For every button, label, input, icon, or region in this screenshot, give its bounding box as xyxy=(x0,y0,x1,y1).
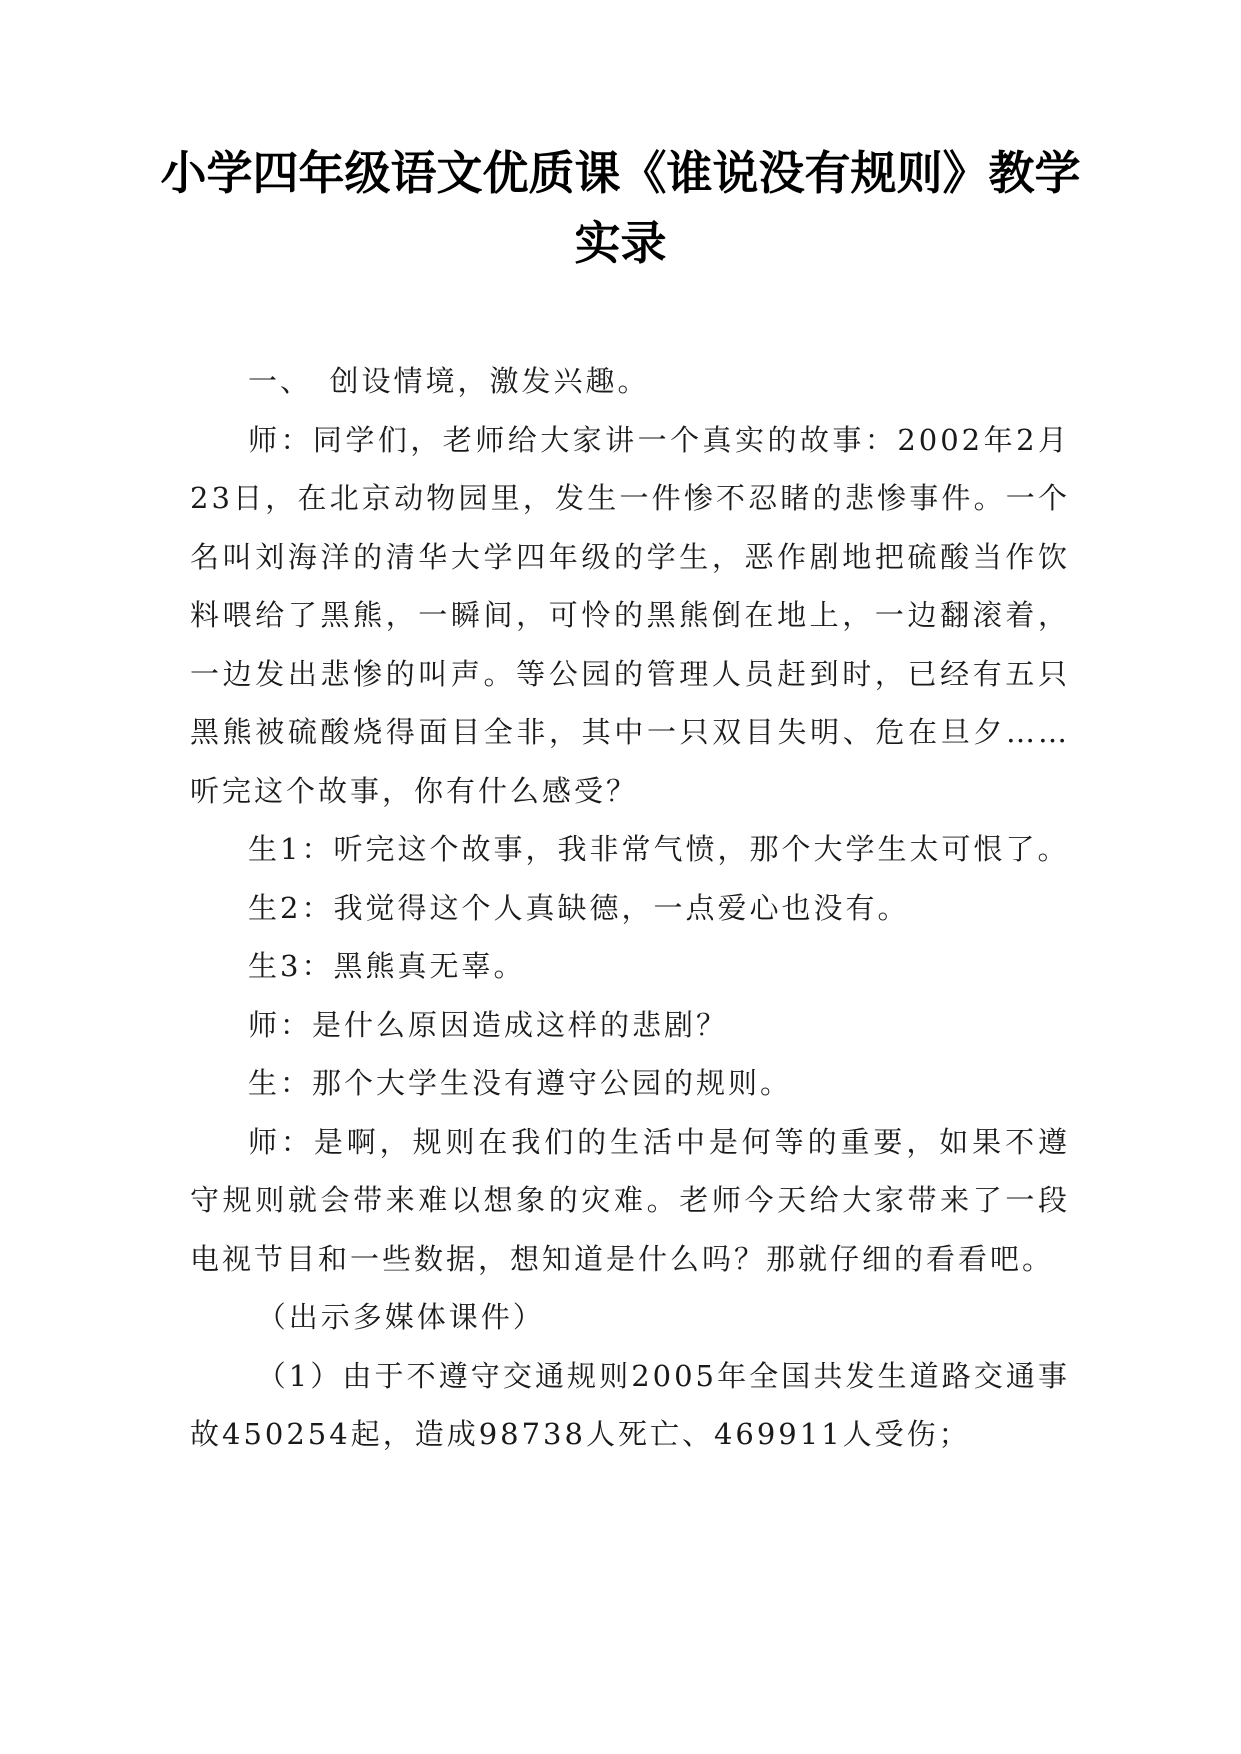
paragraph: 师：是啊，规则在我们的生活中是何等的重要，如果不遵守规则就会带来难以想象的灾难。老师今天给大家带来了一段电视节目和一些数据，想知道是什么吗？那就仔细的看看吧。 xyxy=(190,1124,1070,1276)
paragraph: （1）由于不遵守交通规则2005年全国共发生道路交通事故450254起，造成98738人死亡、469911人受伤； xyxy=(190,1358,1070,1451)
paragraph: 生3：黑熊真无辜。 xyxy=(248,949,526,983)
paragraph: 生2：我觉得这个人真缺德，一点爱心也没有。 xyxy=(248,890,910,925)
paragraph: 生1：听完这个故事，我非常气愤，那个大学生太可恨了。 xyxy=(248,832,1070,866)
paragraph: 生：那个大学生没有遵守公园的规则。 xyxy=(248,1066,793,1100)
document-title: 小学四年级语文优质课《谁说没有规则》教学实录 xyxy=(160,146,1081,270)
paragraph: 师：是什么原因造成这样的悲剧？ xyxy=(248,1007,729,1042)
paragraph: （出示多媒体课件） xyxy=(256,1300,545,1334)
paragraph: 师：同学们，老师给大家讲一个真实的故事：2002年2月23日，在北京动物园里，发生一件惨不忍睹的悲惨事件。一个名叫刘海洋的清华大学四年级的学生，恶作剧地把硫酸当作饮料喂给了黑熊，一瞬间，可怜的黑熊倒在地上，一边翻滚着，一边发出悲惨的叫声。等公园的管理人员赶到时，已经有五只黑熊被硫酸烧得面目全非，其中一只双目失明、危在旦夕……听完这个故事，你有什么感受？ xyxy=(190,422,1070,808)
document-body xyxy=(190,352,1070,1464)
section-heading: 一、 创设情境，激发兴趣。 xyxy=(248,364,650,398)
